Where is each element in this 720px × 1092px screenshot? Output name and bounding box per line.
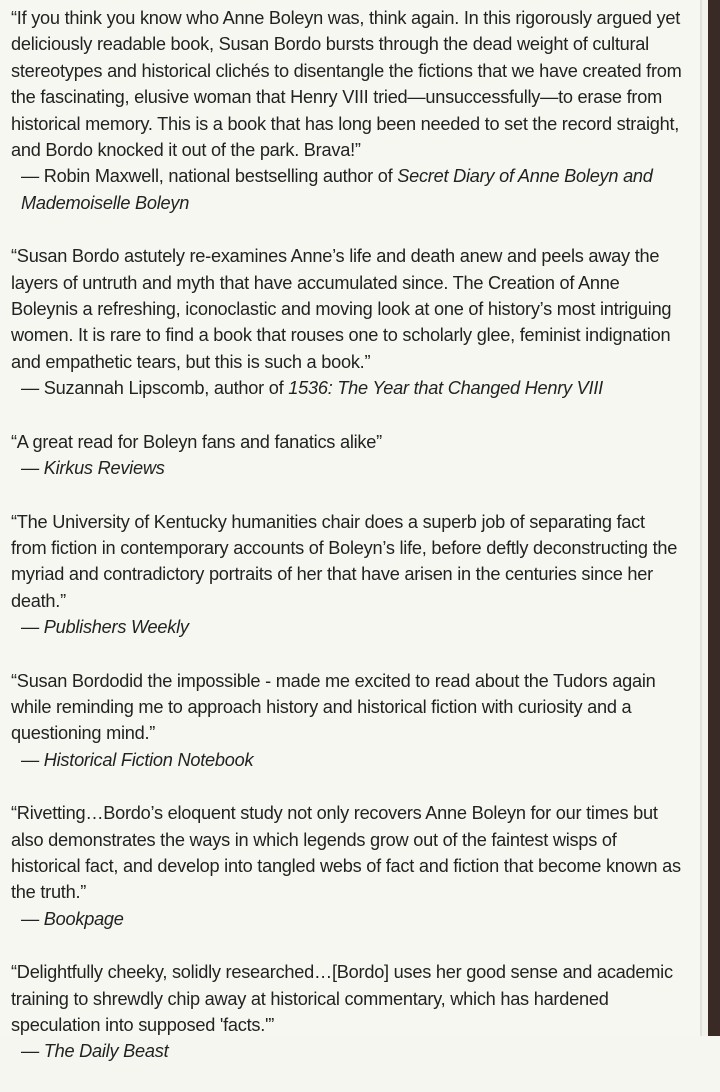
review-attribution: [11, 614, 683, 640]
review-item: [11, 509, 683, 641]
attribution-work: The Daily Beast: [43, 1041, 169, 1062]
review-attribution: [11, 375, 683, 401]
attribution-author: —: [21, 1041, 44, 1062]
attribution-author: —: [21, 749, 44, 770]
attribution-work: 1536: The Year that Changed Henry VIII: [288, 378, 603, 399]
review-item: [11, 959, 683, 1065]
review-quote: “Susan Bordo astutely re-examines Anne’s life and death anew and peels away the layers of untruth and myth that have accumulated since. The Creation of Anne Boleynis a refreshing, iconoclastic and moving look at one of history’s most intriguing women. It is rare to find a book that rouses one to scholarly glee, feminist indignation and empathetic tears, but this is such a book.”: [11, 246, 672, 372]
review-item: [11, 668, 683, 774]
attribution-work: Historical Fiction Notebook: [43, 749, 254, 770]
review-quote: “The University of Kentucky humanities chair does a superb job of separating fact from fiction in contemporary accounts of Boleyn’s life, before deftly deconstructing the myriad and contradictory portraits of her that have arisen in the centuries since her death.”: [11, 511, 678, 611]
attribution-work: Kirkus Reviews: [43, 458, 165, 479]
attribution-work: Secret Diary of Anne Boleyn and Mademoiselle Boleyn: [21, 166, 653, 213]
attribution-author: — Suzannah Lipscomb, author of: [21, 378, 289, 399]
review-quote: “If you think you know who Anne Boleyn was, think again. In this rigorously argued yet deliciously readable book, Susan Bordo bursts through the dead weight of cultural stereotypes and historical clichés to disentangle the fictions that we have created from the fascinating, elusive woman that Henry VIII tried—unsuccessfully—to erase from historical memory. This is a book that has long been needed to set the record straight, and Bordo knocked it out of the park. Brava!”: [11, 8, 682, 161]
attribution-author: —: [21, 908, 44, 929]
book-spine-edge: [708, 0, 720, 1036]
review-item: [11, 800, 683, 932]
review-quote: “Delightfully cheeky, solidly researched…[Bordo] uses her good sense and academic training to shrewdly chip away at historical commentary, which has hardened speculation into supposed 'facts.'”: [11, 962, 673, 1035]
attribution-author: —: [21, 458, 44, 479]
review-item: [11, 243, 683, 401]
attribution-work: Bookpage: [43, 908, 124, 929]
review-attribution: [11, 455, 683, 481]
review-item: [11, 5, 683, 216]
review-attribution: [11, 747, 683, 773]
review-quote: “Susan Bordodid the impossible - made me excited to read about the Tudors again while reminding me to approach history and historical fiction with curiosity and a questioning mind.”: [11, 670, 656, 744]
reviews-list: [11, 5, 683, 1092]
review-quote: “A great read for Boleyn fans and fanatics alike”: [11, 431, 382, 452]
review-attribution: [11, 163, 683, 216]
attribution-work: Publishers Weekly: [43, 617, 189, 638]
review-quote: “Rivetting…Bordo’s eloquent study not only recovers Anne Boleyn for our times but also demonstrates the ways in which legends grow out of the faintest wisps of historical fact, and develop into tangled webs of fact and fiction that become known as the truth.”: [11, 803, 681, 903]
review-attribution: [11, 1038, 683, 1064]
review-item: [11, 429, 683, 482]
attribution-author: — Robin Maxwell, national bestselling author of: [21, 166, 398, 187]
review-attribution: [11, 906, 683, 932]
attribution-author: —: [21, 617, 44, 638]
